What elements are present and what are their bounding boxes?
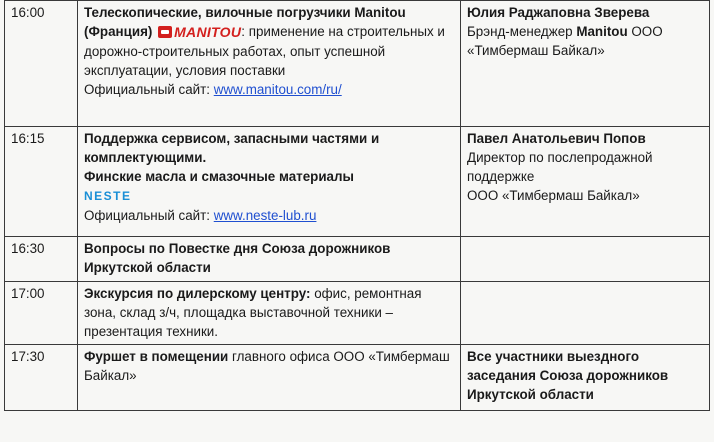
topic-cell [78, 237, 461, 282]
time-cell: 16:30 [5, 237, 78, 282]
table-row [5, 127, 710, 237]
table-row [5, 1, 710, 127]
time-cell: 17:00 [5, 282, 78, 345]
topic-cell [78, 127, 461, 237]
schedule-table [4, 0, 710, 411]
topic-cell [78, 345, 461, 411]
topic-description: офис, ремонтная зона, склад з/ч, площадка выставочной техники – презентация техники. [84, 286, 422, 339]
topic-subtitle: Финские масла и смазочные материалы [84, 169, 354, 184]
speaker-role-prefix: Брэнд-менеджер [467, 24, 577, 39]
topic-description: : применение на строительных и дорожно-строительных работах, опыт успешной эксплуатации, условия поставки [84, 24, 445, 78]
topic-title: Фуршет в помещении [84, 349, 229, 364]
topic-description: главного офиса ООО «Тимбермаш Байкал» [84, 349, 450, 383]
speaker-name: Павел Анатольевич Попов [467, 131, 646, 146]
topic-title: Телескопические, вилочные погрузчики Manitou (Франция) [84, 5, 406, 39]
speaker-role-brand: Manitou [576, 24, 628, 39]
topic-title: Вопросы по Повестке дня Союза дорожников Иркутской области [84, 241, 391, 275]
speaker-cell [461, 345, 710, 411]
neste-logo: NESTE [84, 189, 132, 203]
speaker-cell [461, 1, 710, 127]
site-label: Официальный сайт: [84, 208, 214, 223]
speaker-cell-empty [461, 282, 710, 345]
topic-cell [78, 1, 461, 127]
manitou-logo-icon [158, 26, 172, 38]
topic-title: Поддержка сервисом, запасными частями и комплектующими. [84, 131, 380, 165]
time-cell: 16:00 [5, 1, 78, 127]
neste-site-link[interactable]: www.neste-lub.ru [213, 208, 317, 223]
table-row [5, 282, 710, 345]
manitou-logo-text: MANITOU [174, 23, 242, 40]
table-row [5, 237, 710, 282]
topic-title: Экскурсия по дилерскому центру: [84, 286, 311, 301]
table-row [5, 345, 710, 411]
speaker-role: Директор по послепродажной поддержке [467, 150, 653, 184]
speaker-name: Юлия Раджаповна Зверева [467, 5, 650, 20]
speaker-cell [461, 127, 710, 237]
site-label: Официальный сайт: [84, 81, 214, 97]
speaker-company: ООО «Тимбермаш Байкал» [467, 188, 640, 203]
manitou-site-link[interactable]: www.manitou.com/ru/ [213, 81, 342, 97]
time-cell: 16:15 [5, 127, 78, 237]
speaker-role-suffix: ООО «Тимбермаш Байкал» [467, 24, 663, 58]
topic-cell [78, 282, 461, 345]
time-cell: 17:30 [5, 345, 78, 411]
speaker-name: Все участники выездного заседания Союза дорожников Иркутской области [467, 349, 669, 402]
speaker-cell-empty [461, 237, 710, 282]
manitou-logo [158, 23, 241, 42]
